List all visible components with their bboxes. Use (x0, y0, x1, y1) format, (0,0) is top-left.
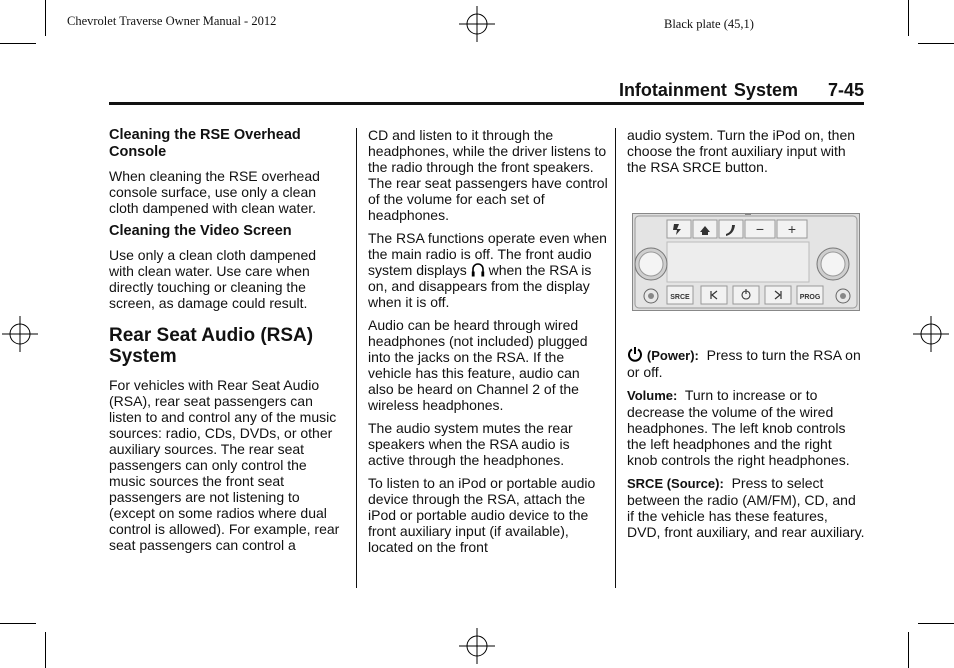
paragraph (368, 230, 608, 310)
crop-mark (918, 623, 954, 624)
plus-button-label: + (787, 221, 797, 237)
prog-button-label: PROG (799, 294, 821, 301)
heading-cleaning-console: Cleaning the RSE Overhead Console (109, 127, 301, 160)
definition-text: Press to turn the RSA on or off. (627, 347, 861, 380)
definition-power (627, 346, 865, 380)
section-heading (619, 80, 864, 101)
column-3 (627, 127, 865, 182)
manual-title: Chevrolet Traverse Owner Manual - 2012 (67, 14, 277, 28)
crop-mark (45, 632, 46, 668)
paragraph: To listen to an iPod or portable audio device through the RSA, attach the iPod or portable audio device to the front auxiliary input (if available), located on the front (368, 475, 596, 555)
page-number: 7-45 (827, 80, 864, 100)
top-button-row (667, 220, 807, 238)
definition-label: Volume: (627, 388, 678, 403)
heading-cleaning-screen: Cleaning the Video Screen (109, 223, 292, 239)
paragraph-text: when the RSA is on, and disappears from the display when it is off. (368, 262, 592, 310)
srce-button-label: SRCE (670, 294, 690, 301)
next-button (765, 286, 791, 304)
power-icon (627, 346, 643, 362)
column-3-definitions (627, 346, 865, 547)
previous-button (701, 286, 727, 304)
definition-text: Press to select between the radio (AM/FM), CD, and if the vehicle has these features, DVD, front auxiliary, and rear auxiliary. (627, 475, 865, 540)
panel-display (667, 242, 809, 282)
column-divider (356, 128, 357, 588)
crop-mark (918, 43, 954, 44)
power-button (733, 286, 759, 304)
paragraph: For vehicles with Rear Seat Audio (RSA), rear seat passengers can listen to and control any of the music sources: radio, CDs, DVDs, or other auxiliary sources. The rear seat passengers can only control the music sources the front seat passengers are not listening to (except on some radios where dual control is allowed). For example, rear seat passengers can control a (109, 377, 340, 553)
paragraph: audio system. Turn the iPod on, then choose the front auxiliary input with the RSA SRCE button. (627, 127, 856, 175)
definition-text: Turn to increase or to decrease the volume of the wired headphones. The left knob controls the left headphones and the right knob controls the right headphones. (627, 387, 850, 468)
column-divider (615, 128, 616, 588)
definition-label: SRCE (Source): (627, 476, 724, 491)
paragraph: Use only a clean cloth dampened with clean water. Use care when directly touching or cleaning the screen, as damage could result. (109, 247, 317, 311)
paragraph: When cleaning the RSE overhead console surface, use only a clean cloth dampened with clean water. (109, 168, 320, 216)
column-1 (109, 127, 344, 560)
black-plate-label: Black plate (45,1) (664, 17, 754, 31)
paragraph: The audio system mutes the rear speakers when the RSA audio is active through the headphones. (368, 420, 573, 468)
registration-mark-icon (913, 316, 949, 352)
section-title: Infotainment System (618, 80, 798, 100)
paragraph: CD and listen to it through the headphones, while the driver listens to the radio through the front speakers. The rear seat passengers have control of the volume for each set of headphones. (368, 127, 608, 223)
rsa-control-panel-illustration (632, 213, 860, 311)
rsa-panel-drawing (633, 214, 859, 310)
heading-rule (109, 102, 864, 105)
registration-mark-icon (459, 628, 495, 664)
crop-mark (0, 43, 36, 44)
crop-mark (908, 0, 909, 36)
registration-mark-icon (2, 316, 38, 352)
crop-mark (45, 0, 46, 36)
paragraph: Audio can be heard through wired headphones (not included) plugged into the jacks on the RSA. If the vehicle has this feature, audio can also be heard on Channel 2 of the wireless headphones. (368, 317, 588, 413)
definition-volume (627, 387, 865, 468)
registration-mark-icon (459, 6, 495, 42)
definition-label: (Power): (646, 348, 699, 363)
minus-button-label: − (755, 221, 765, 237)
definition-srce (627, 475, 865, 540)
column-2 (368, 127, 608, 562)
crop-mark (0, 623, 36, 624)
headphones-icon (471, 262, 485, 278)
crop-mark (908, 632, 909, 668)
paragraph-text: The RSA functions operate even when the main radio is off. The front audio system displays (368, 230, 607, 278)
heading-rsa-system: Rear Seat Audio (RSA) System (109, 325, 314, 367)
